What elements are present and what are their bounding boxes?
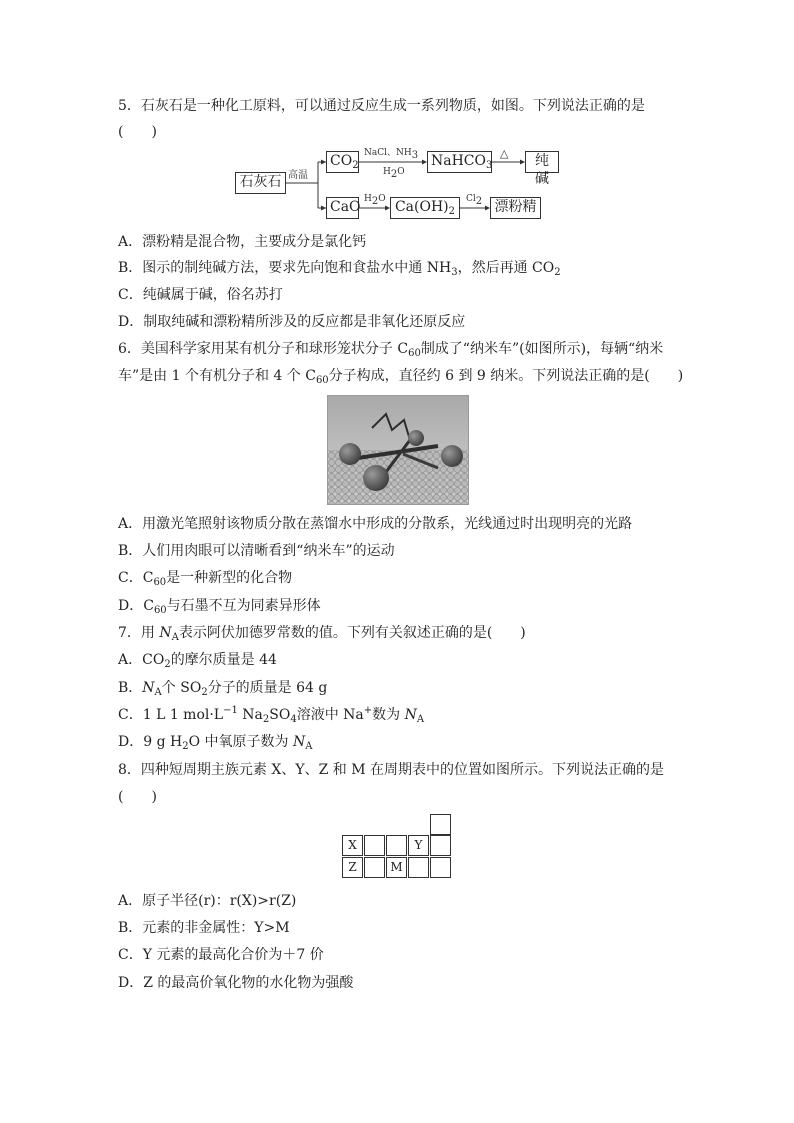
q6-option-a: A．用激光笔照射该物质分散在蒸馏水中形成的分散系，光线通过时出现明亮的光路 <box>118 516 633 532</box>
q7-option-d: D．9 g $H_2O$ 中氧原子数为 $N_A$ <box>118 734 313 752</box>
q6-option-d: D．$C_{60}$与石墨不互为同素异形体 <box>118 598 321 616</box>
pt-cell <box>408 857 429 878</box>
reagent-nacl-nh3: NaCl、$NH_3$ <box>364 148 419 161</box>
pt-cell-top <box>430 814 451 835</box>
pt-cell <box>364 857 385 878</box>
q6-option-c: C．$C_{60}$是一种新型的化合物 <box>118 570 293 588</box>
q5-option-b: B．图示的制纯碱方法，要求先向饱和食盐水中通 $NH_3$，然后再通 $CO_2$ <box>118 260 561 278</box>
pt-cell <box>364 835 385 856</box>
cao-box: CaO <box>326 197 359 219</box>
pt-cell <box>386 835 407 856</box>
q8-option-b: B．元素的非金属性：Y>M <box>118 920 290 936</box>
q8-answer-paren: ( ) <box>118 789 157 805</box>
q7-option-c: C．1 L 1 $mol\cdot L^{-1}$ $Na_2SO_4$溶液中 Na+数为 $N_A$ <box>118 705 425 725</box>
limestone-box: 石灰石 <box>235 172 286 194</box>
q8-option-c: C．Y 元素的最高化合价为＋7 价 <box>118 947 324 963</box>
bleach-box: 漂粉精 <box>490 197 541 219</box>
high-temp-label: 高温 <box>288 170 308 181</box>
q5-answer-paren: ( ) <box>118 124 157 140</box>
reagent-h2o-top: $H_2O$ <box>383 167 405 180</box>
q8-option-d: D．Z 的最高价氧化物的水化物为强酸 <box>118 975 354 991</box>
reagent-h2o-bottom: $H_2O$ <box>364 194 386 207</box>
q7-stem: 7．用 $N_A$表示阿伏加德罗常数的值。下列有关叙述正确的是( ) <box>118 625 526 643</box>
q5-option-a: A．漂粉精是混合物，主要成分是氯化钙 <box>118 234 367 250</box>
pt-cell <box>430 835 451 856</box>
heat-symbol: △ <box>500 147 509 160</box>
q5-stem: 5．石灰石是一种化工原料，可以通过反应生成一系列物质，如图。下列说法正确的是 <box>118 98 645 114</box>
q8-option-a: A．原子半径(r)：r(X)>r(Z) <box>118 893 297 909</box>
pt-cell-m: M <box>386 857 407 878</box>
q6-stem-line2: 车”是由 1 个有机分子和 4 个 $C_{60}$分子构成，直径约 6 到 9 纳米。下列说法正确的是( ) <box>118 368 684 386</box>
q6-option-b: B．人们用肉眼可以清晰看到“纳米车”的运动 <box>118 543 395 559</box>
nahco3-box: NaHCO$_3$ <box>427 151 492 173</box>
nanocar-image <box>327 395 469 505</box>
q5-option-c: C．纯碱属于碱，俗名苏打 <box>118 287 283 303</box>
q8-stem: 8．四种短周期主族元素 X、Y、Z 和 M 在周期表中的位置如图所示。下列说法正确的是 <box>118 762 664 778</box>
pt-cell-y: Y <box>408 835 429 856</box>
pt-cell-x: X <box>342 835 363 856</box>
pt-cell <box>430 857 451 878</box>
pt-cell-z: Z <box>342 857 363 878</box>
q6-stem-line1: 6．美国科学家用某有机分子和球形笼状分子 $C_{60}$制成了“纳米车”(如图所示)，每辆“纳米 <box>118 341 664 359</box>
q5-option-d: D．制取纯碱和漂粉精所涉及的反应都是非氧化还原反应 <box>118 314 466 330</box>
soda-ash-box: 纯碱 <box>525 151 559 173</box>
q7-option-a: A．$CO_2$的摩尔质量是 44 <box>118 652 277 670</box>
q7-option-b: B．$N_A$个 $SO_2$分子的质量是 64 g <box>118 680 328 698</box>
co2-box: $CO_2$ <box>326 151 359 173</box>
caoh2-box: $Ca(OH)_2$ <box>390 197 460 219</box>
reagent-cl2: $Cl_2$ <box>466 194 483 207</box>
